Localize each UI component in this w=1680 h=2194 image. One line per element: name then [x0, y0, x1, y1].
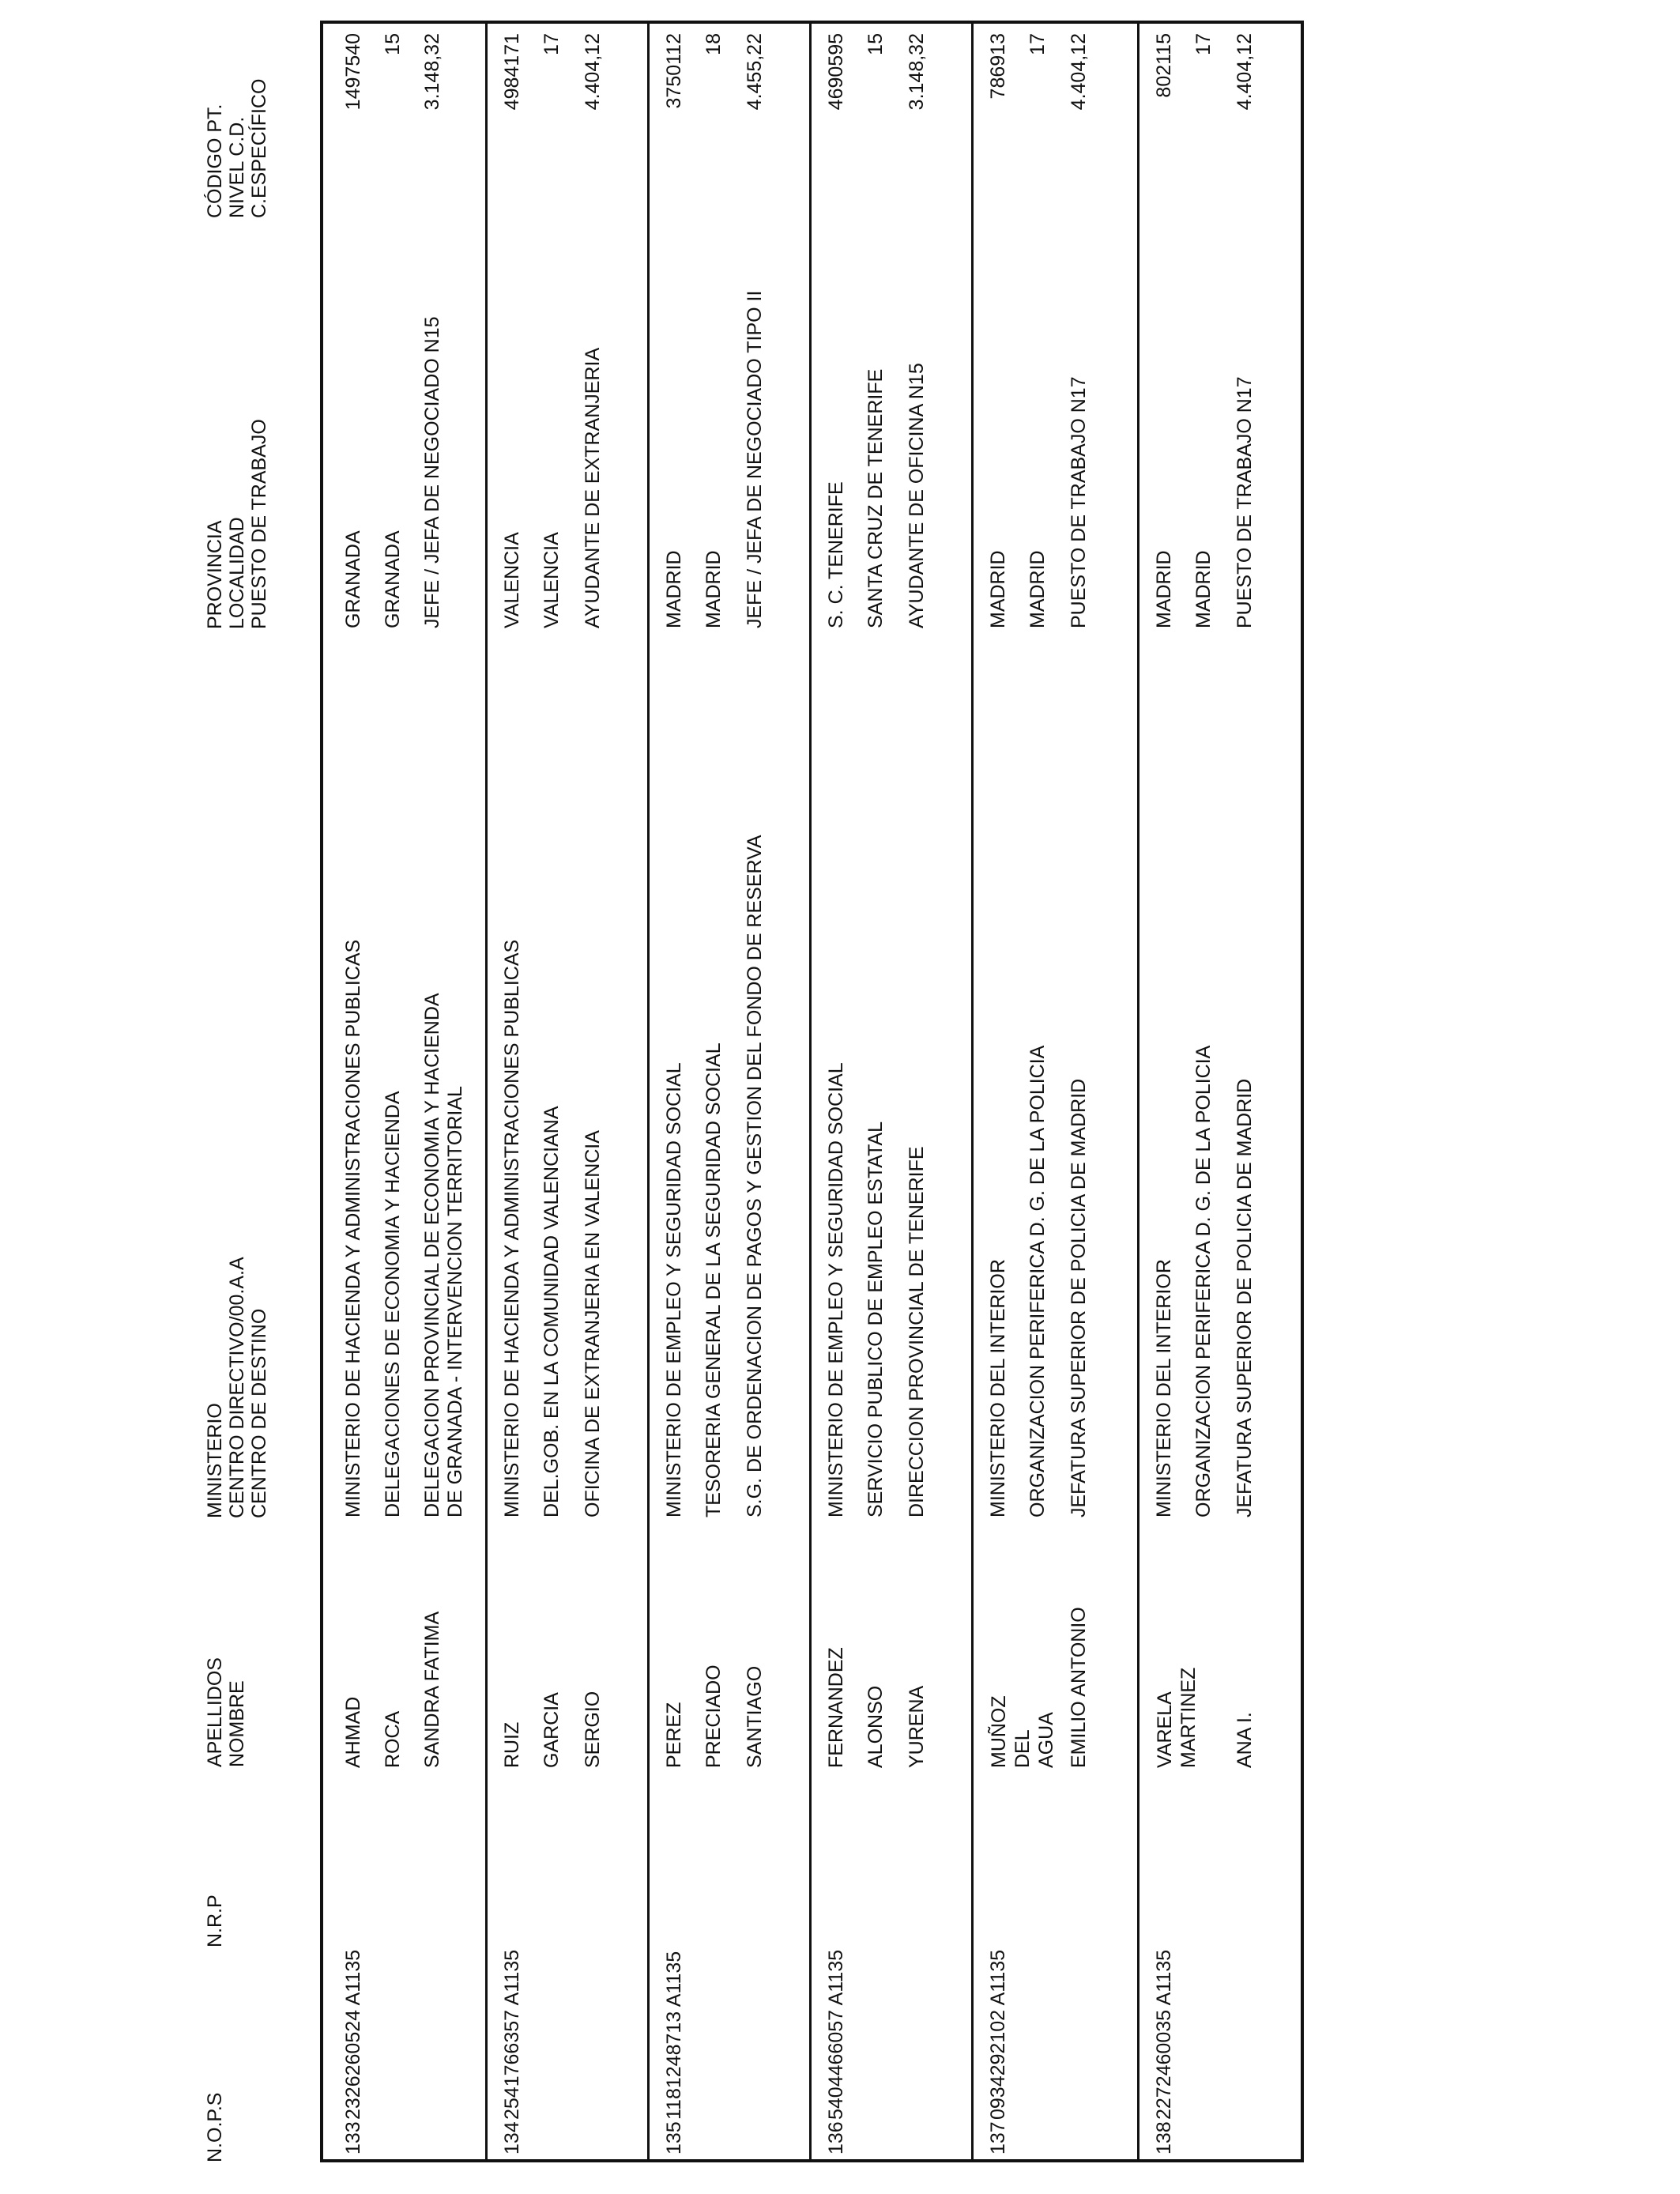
- record-name-line: SANTIAGO: [744, 1665, 766, 1768]
- record-name-line: PEREZ: [663, 1702, 685, 1768]
- record-name-line: GARCIA: [541, 1692, 563, 1768]
- record-nops: 135: [663, 2121, 685, 2154]
- row-divider: [647, 24, 650, 2159]
- table-row: [485, 24, 647, 2159]
- record-nops: 136: [825, 2121, 847, 2154]
- header-centro-directivo-label: CENTRO DIRECTIVO/00.A.A: [226, 1257, 248, 1518]
- table-row: [323, 24, 485, 2159]
- table-row: [809, 24, 971, 2159]
- table-row: [1137, 24, 1299, 2159]
- record-ministerio: MINISTERIO DEL INTERIOR: [1153, 1259, 1175, 1517]
- record-name-line: PRECIADO: [703, 1664, 725, 1768]
- record-centro-directivo: SERVICIO PUBLICO DE EMPLEO ESTATAL: [864, 1121, 887, 1517]
- record-centro-destino: S.G. DE ORDENACION DE PAGOS Y GESTION DEL FONDO DE RESERVA: [744, 835, 766, 1517]
- header-ministerio-label: MINISTERIO: [204, 1403, 226, 1518]
- record-nivel: 15: [864, 33, 887, 55]
- row-divider: [809, 24, 812, 2159]
- record-nivel: 18: [703, 33, 725, 55]
- header-nombre-label: NOMBRE: [226, 1680, 248, 1767]
- header-codigo-pt-label: CÓDIGO PT.: [204, 104, 226, 218]
- record-localidad: VALENCIA: [541, 532, 563, 628]
- record-nops: 137: [987, 2121, 1009, 2154]
- record-codigo-pt: 802115: [1153, 33, 1175, 98]
- table-row: [971, 24, 1137, 2159]
- record-provincia: MADRID: [663, 550, 685, 628]
- records-table: [320, 21, 1304, 2162]
- record-nrp: 2272460035 A1135: [1153, 1949, 1175, 2120]
- record-puesto: AYUDANTE DE OFICINA N15: [906, 363, 928, 628]
- record-especifico: 4.404,12: [582, 33, 604, 111]
- record-name-line: FERNANDEZ: [825, 1647, 847, 1768]
- record-nrp: 2541766357 A1135: [501, 1949, 523, 2120]
- record-provincia: MADRID: [987, 550, 1009, 628]
- record-localidad: SANTA CRUZ DE TENERIFE: [864, 368, 887, 628]
- record-codigo-pt: 1497540: [342, 33, 364, 111]
- record-ministerio: MINISTERIO DE EMPLEO Y SEGURIDAD SOCIAL: [663, 1062, 685, 1517]
- row-divider: [485, 24, 488, 2159]
- record-codigo-pt: 4984171: [501, 33, 523, 111]
- record-ministerio: MINISTERIO DEL INTERIOR: [987, 1259, 1009, 1517]
- record-centro-directivo: TESORERIA GENERAL DE LA SEGURIDAD SOCIAL: [703, 1042, 725, 1517]
- record-centro-directivo: DEL.GOB. EN LA COMUNIDAD VALENCIANA: [541, 1106, 563, 1517]
- record-centro-destino: DELEGACION PROVINCIAL DE ECONOMIA Y HACIENDA DE GRANADA - INTERVENCION TERRITORIAL: [421, 993, 466, 1517]
- header-provincia-label: PROVINCIA: [204, 520, 226, 629]
- header-apellidos-label: APELLIDOS: [204, 1657, 226, 1767]
- header-apellidos: [204, 1570, 315, 1767]
- record-provincia: GRANADA: [342, 530, 364, 628]
- record-nrp: 0934292102 A1135: [987, 1949, 1009, 2120]
- record-puesto: PUESTO DE TRABAJO N17: [1068, 376, 1090, 628]
- row-divider: [971, 24, 974, 2159]
- header-especifico-label: C.ESPECÍFICO: [248, 78, 270, 218]
- record-ministerio: MINISTERIO DE HACIENDA Y ADMINISTRACIONES PUBLICAS: [501, 939, 523, 1517]
- record-centro-directivo: ORGANIZACION PERIFERICA D. G. DE LA POLICIA: [1026, 1045, 1049, 1517]
- header-localidad-label: LOCALIDAD: [226, 517, 248, 629]
- record-name-line: EMILIO ANTONIO: [1068, 1607, 1090, 1768]
- record-especifico: 3.148,32: [906, 33, 928, 111]
- record-centro-destino: OFICINA DE EXTRANJERIA EN VALENCIA: [582, 1130, 604, 1517]
- record-name-line: AHMAD: [342, 1696, 364, 1768]
- record-especifico: 4.404,12: [1068, 33, 1090, 111]
- record-name-line: ROCA: [382, 1710, 404, 1768]
- row-divider: [1137, 24, 1139, 2159]
- header-nrp: [204, 1829, 315, 1947]
- record-name-line: VARELA MARTINEZ: [1154, 1667, 1200, 1768]
- record-name-line: SERGIO: [582, 1691, 604, 1768]
- record-nivel: 17: [1192, 33, 1215, 55]
- record-name-line: ALONSO: [864, 1685, 887, 1768]
- record-nops: 134: [501, 2121, 523, 2154]
- header-provincia: [204, 313, 315, 629]
- header-puesto-label: PUESTO DE TRABAJO: [248, 419, 270, 629]
- record-centro-destino: JEFATURA SUPERIOR DE POLICIA DE MADRID: [1234, 1078, 1256, 1517]
- header-centro-destino-label: CENTRO DE DESTINO: [248, 1308, 270, 1518]
- record-puesto: JEFE / JEFA DE NEGOCIADO TIPO II: [744, 290, 766, 628]
- record-name-line: YURENA: [906, 1685, 928, 1768]
- record-name-line: RUIZ: [501, 1721, 523, 1768]
- record-centro-directivo: ORGANIZACION PERIFERICA D. G. DE LA POLICIA: [1192, 1045, 1215, 1517]
- record-nrp: 2326260524 A1135: [342, 1949, 364, 2120]
- record-localidad: MADRID: [1192, 550, 1215, 628]
- record-nivel: 15: [382, 33, 404, 55]
- record-centro-destino: DIRECCION PROVINCIAL DE TENERIFE: [906, 1146, 928, 1517]
- record-provincia: VALENCIA: [501, 532, 523, 628]
- header-nops-label: N.O.P.S: [204, 2092, 226, 2162]
- record-provincia: S. C. TENERIFE: [825, 481, 847, 628]
- record-especifico: 4.455,22: [744, 33, 766, 111]
- header-codigo: [204, 28, 315, 218]
- header-ministerio: [204, 1123, 315, 1518]
- record-name-line: SANDRA FATIMA: [421, 1611, 443, 1768]
- header-nrp-label: N.R.P: [204, 1894, 226, 1947]
- record-nops: 138: [1153, 2121, 1175, 2154]
- record-ministerio: MINISTERIO DE HACIENDA Y ADMINISTRACIONES PUBLICAS: [342, 939, 364, 1517]
- record-centro-destino: JEFATURA SUPERIOR DE POLICIA DE MADRID: [1068, 1078, 1090, 1517]
- record-codigo-pt: 786913: [987, 33, 1009, 100]
- table-row: [647, 24, 809, 2159]
- record-localidad: MADRID: [703, 550, 725, 628]
- record-nops: 133: [342, 2121, 364, 2154]
- record-codigo-pt: 3750112: [663, 33, 685, 109]
- record-name-line: ANA I.: [1234, 1712, 1256, 1768]
- record-name-line: MUÑOZ DEL AGUA: [988, 1695, 1057, 1768]
- record-nivel: 17: [1026, 33, 1049, 55]
- record-localidad: GRANADA: [382, 530, 404, 628]
- record-puesto: AYUDANTE DE EXTRANJERIA: [582, 347, 604, 628]
- record-especifico: 3.148,32: [421, 33, 443, 111]
- record-nrp: 1181248713 A1135: [663, 1951, 685, 2120]
- record-codigo-pt: 4690595: [825, 33, 847, 111]
- record-nrp: 5404466057 A1135: [825, 1949, 847, 2120]
- record-puesto: JEFE / JEFA DE NEGOCIADO N15: [421, 316, 443, 628]
- record-provincia: MADRID: [1153, 550, 1175, 628]
- record-localidad: MADRID: [1026, 550, 1049, 628]
- record-ministerio: MINISTERIO DE EMPLEO Y SEGURIDAD SOCIAL: [825, 1062, 847, 1517]
- header-nops: [204, 1996, 315, 2162]
- header-nivel-label: NIVEL C.D.: [226, 116, 248, 218]
- record-nivel: 17: [541, 33, 563, 55]
- record-puesto: PUESTO DE TRABAJO N17: [1234, 376, 1256, 628]
- record-especifico: 4.404,12: [1234, 33, 1256, 111]
- record-centro-directivo: DELEGACIONES DE ECONOMIA Y HACIENDA: [382, 1091, 404, 1517]
